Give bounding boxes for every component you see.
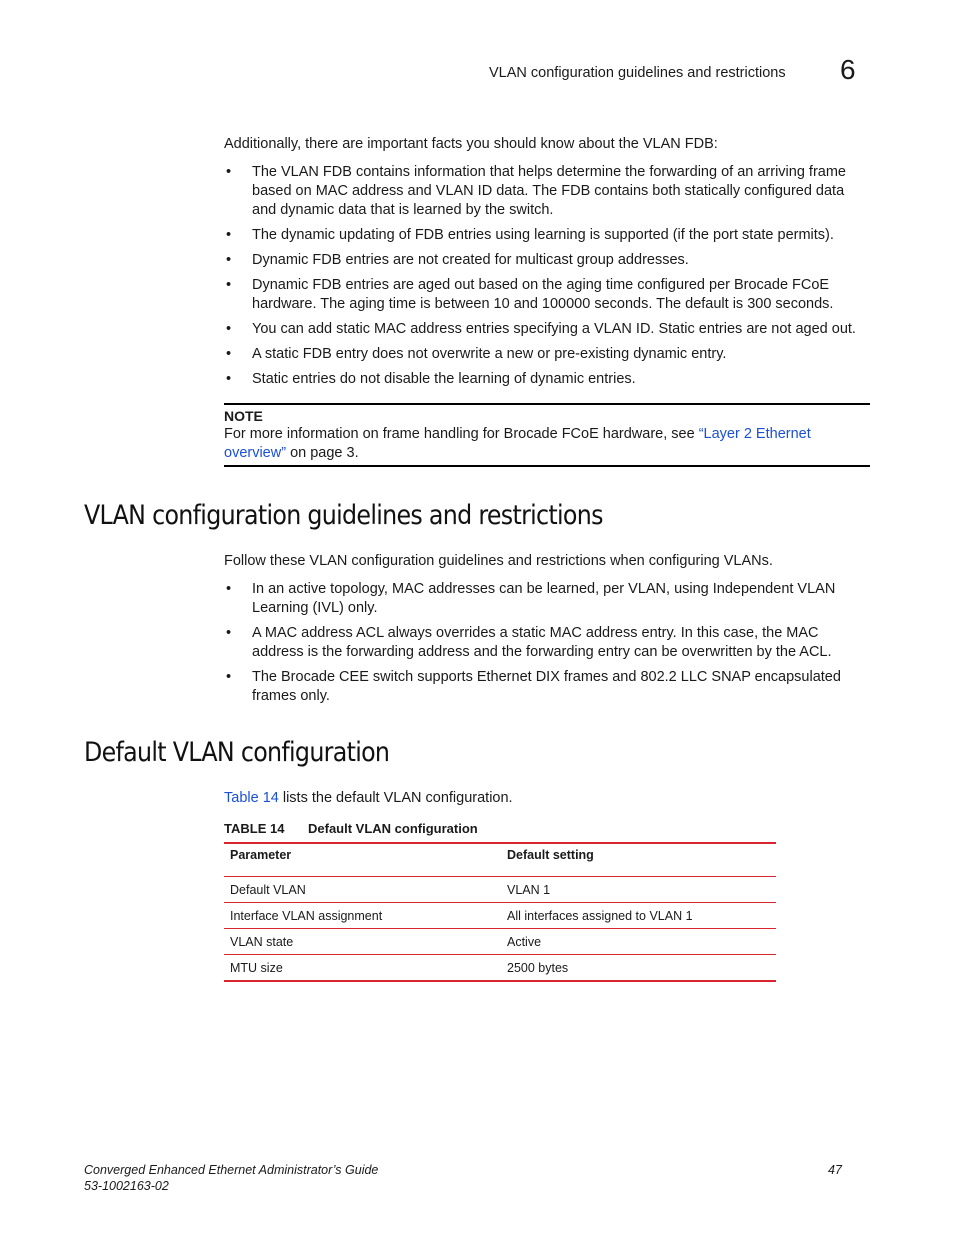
guidelines-bullet-list xyxy=(224,580,869,712)
table-cell: VLAN 1 xyxy=(507,882,551,897)
layer2-overview-link[interactable]: “Layer 2 Ethernet overview” xyxy=(224,426,811,461)
table-header-row xyxy=(224,843,776,877)
guidelines-intro-paragraph: Follow these VLAN configuration guidelines and restrictions when configuring VLANs. xyxy=(224,553,773,569)
note-text-after: on page 3. xyxy=(286,445,359,461)
section-heading-default-vlan: Default VLAN configuration xyxy=(84,737,390,768)
bullet-icon: • xyxy=(226,227,232,243)
list-item-text: A MAC address ACL always overrides a static MAC address entry. In this case, the MAC address is the forwarding address and the forwarding entry can be overwritten by the ACL. xyxy=(252,625,832,660)
list-item-text: In an active topology, MAC addresses can be learned, per VLAN, using Independent VLAN Learning (IVL) only. xyxy=(252,581,836,616)
bullet-icon: • xyxy=(226,581,232,597)
list-item-text: Dynamic FDB entries are not created for multicast group addresses. xyxy=(252,252,689,268)
list-item xyxy=(224,276,869,314)
bullet-icon: • xyxy=(226,164,232,180)
default-vlan-intro-text: lists the default VLAN configuration. xyxy=(278,790,513,806)
section-heading-guidelines: VLAN configuration guidelines and restrictions xyxy=(84,500,603,531)
list-item-text: A static FDB entry does not overwrite a new or pre-existing dynamic entry. xyxy=(252,346,727,362)
bullet-icon: • xyxy=(226,277,232,293)
list-item xyxy=(224,320,869,339)
default-vlan-intro-paragraph xyxy=(224,789,869,808)
table-row xyxy=(224,929,776,955)
fdb-bullet-list xyxy=(224,163,869,395)
bullet-icon: • xyxy=(226,346,232,362)
list-item xyxy=(224,345,869,364)
list-item-text: Static entries do not disable the learning of dynamic entries. xyxy=(252,371,636,387)
table-title: Default VLAN configuration xyxy=(308,821,478,836)
bullet-icon: • xyxy=(226,252,232,268)
table-number: TABLE 14 xyxy=(224,821,285,836)
list-item-text: You can add static MAC address entries specifying a VLAN ID. Static entries are not aged out. xyxy=(252,321,856,337)
footer-doc-title: Converged Enhanced Ethernet Administrator’s Guide xyxy=(84,1163,379,1177)
footer-doc-number: 53-1002163-02 xyxy=(84,1179,169,1193)
table-row xyxy=(224,877,776,903)
list-item-text: The dynamic updating of FDB entries using learning is supported (if the port state permits). xyxy=(252,227,834,243)
table-cell: Active xyxy=(507,934,542,949)
table-cell: Default VLAN xyxy=(230,882,306,897)
table-cell: VLAN state xyxy=(230,934,294,949)
footer-page-number: 47 xyxy=(828,1163,842,1177)
bullet-icon: • xyxy=(226,321,232,337)
running-header-title: VLAN configuration guidelines and restrictions xyxy=(489,65,786,81)
table-cell: MTU size xyxy=(230,960,283,975)
table-row xyxy=(224,955,776,982)
table-cell: All interfaces assigned to VLAN 1 xyxy=(507,908,693,923)
default-vlan-table xyxy=(224,842,776,982)
table-row xyxy=(224,903,776,929)
list-item xyxy=(224,251,869,270)
list-item xyxy=(224,370,869,389)
bullet-icon: • xyxy=(226,625,232,641)
table-caption xyxy=(224,821,478,836)
list-item xyxy=(224,624,869,662)
fdb-intro-paragraph: Additionally, there are important facts you should know about the VLAN FDB: xyxy=(224,136,718,152)
note-text-before: For more information on frame handling for Brocade FCoE hardware, see xyxy=(224,426,699,442)
footer-left xyxy=(84,1162,378,1194)
note-box xyxy=(224,403,870,467)
list-item xyxy=(224,580,869,618)
column-header-default-setting: Default setting xyxy=(507,848,594,862)
bullet-icon: • xyxy=(226,669,232,685)
table-cell: 2500 bytes xyxy=(507,960,569,975)
note-text xyxy=(224,425,864,463)
chapter-number: 6 xyxy=(840,54,856,85)
list-item xyxy=(224,668,869,706)
table-14-link[interactable]: Table 14 xyxy=(224,790,279,806)
list-item-text: Dynamic FDB entries are aged out based on the aging time configured per Brocade FCoE hardware. The aging time is between 10 and 100000 seconds. The default is 300 seconds. xyxy=(252,277,834,312)
list-item xyxy=(224,226,869,245)
list-item-text: The Brocade CEE switch supports Ethernet DIX frames and 802.2 LLC SNAP encapsulated frames only. xyxy=(252,669,841,704)
bullet-icon: • xyxy=(226,371,232,387)
table-cell: Interface VLAN assignment xyxy=(230,908,383,923)
note-label: NOTE xyxy=(224,408,263,424)
column-header-parameter: Parameter xyxy=(230,848,292,862)
list-item xyxy=(224,163,869,220)
list-item-text: The VLAN FDB contains information that helps determine the forwarding of an arriving frame based on MAC address and VLAN ID data. The FDB contains both statically configured data and dynamic data that is learned by the switch. xyxy=(252,164,846,218)
